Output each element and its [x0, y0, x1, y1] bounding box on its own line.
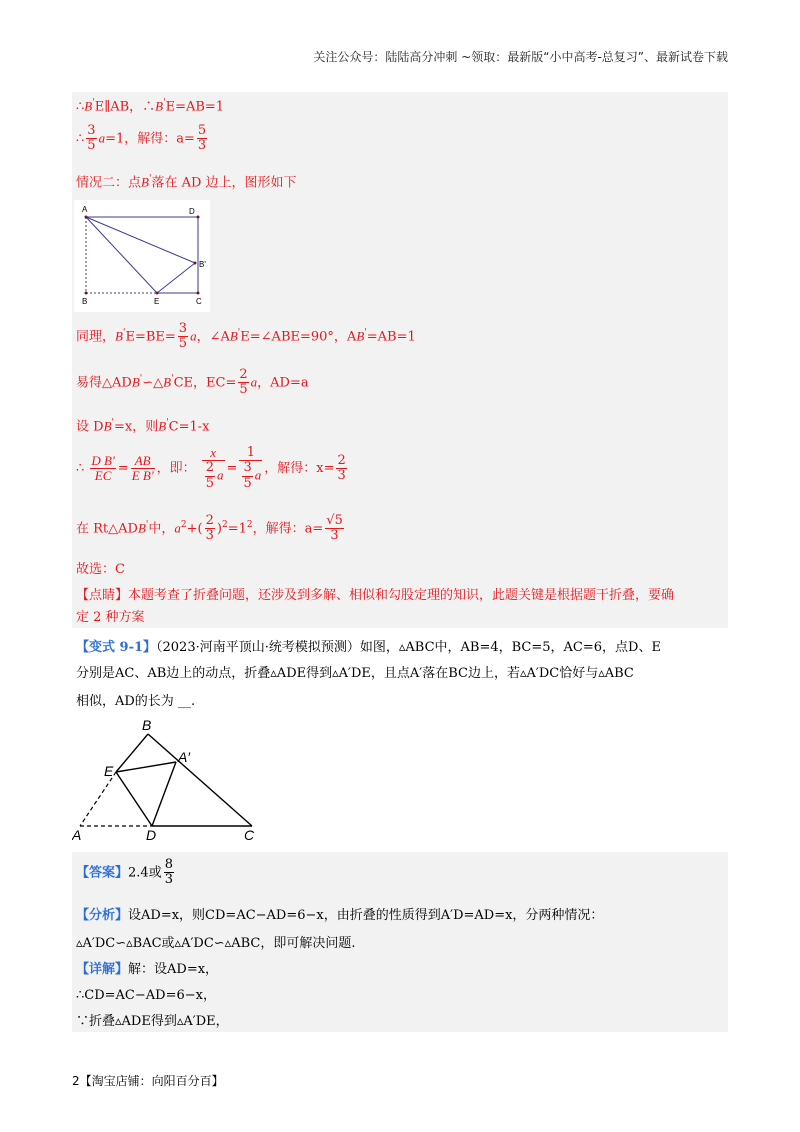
- solution-line-4: 同理，B'E=BE= $\frac{3}{5}$ a，∠AB'E=∠ABE=90°，AB'=AB=1: [76, 321, 416, 352]
- solution-line-6: 设 DB'=x，则B'C=1-x: [76, 418, 210, 435]
- fig1-label-b: B: [82, 297, 88, 306]
- fig1-label-b1: B': [199, 260, 206, 269]
- fold-figure-triangle: [72, 714, 272, 844]
- page-header: 关注公众号：陆陆高分冲刺 ~领取：最新版“小中高考-总复习”、最新试卷下载: [313, 50, 728, 64]
- fig2-label-a1: A′: [178, 749, 190, 765]
- fig2-label-e: E: [104, 763, 114, 779]
- fig2-label-a: A: [72, 827, 82, 843]
- page-footer: 2【淘宝店铺：向阳百分百】: [72, 1074, 224, 1088]
- variant-line-1: 【变式 9-1】（2023·河南平顶山·统考模拟预测）如图，▵ABC中，AB=4，BC=5，AC=6，点D、E: [76, 640, 661, 655]
- comment-line-1: 【点睛】本题考查了折叠问题，还涉及到多解、相似和勾股定理的知识，此题关键是根据题干折叠，要确: [76, 588, 675, 603]
- variant-line-3: 相似，AD的长为 __.: [76, 694, 196, 709]
- fig1-label-e: E: [154, 297, 160, 306]
- detail-line-2: ∴CD=AC−AD=6−x，: [76, 988, 216, 1003]
- fig2-label-b: B: [142, 717, 152, 733]
- answer-line: 【答案】2.4或 $\frac{8}{3}$: [76, 857, 173, 888]
- analysis-line-2: ▵A′DC∽▵BAC或▵A′DC∽▵ABC，即可解决问题.: [76, 936, 356, 951]
- solution-line-3: 情况二：点B'落在 AD 边上，图形如下: [76, 174, 297, 191]
- solution-line-1: ∴B'E∥AB，∴B'E=AB=1: [76, 98, 225, 115]
- fig1-label-c: C: [196, 297, 202, 306]
- comment-line-2: 定 2 种方案: [76, 610, 145, 625]
- solution-line-8: 在 Rt△ADB'中，$a^2+$( $\frac{2}{3}$ )$^2=1^2$，解得：a= $\frac{√5}{3}$: [76, 513, 343, 544]
- solution-line-7: ∴ $\frac{\text{D B'}}{EC}$ = $\frac{AB}{\text{E B'}}$ ，即： x $\frac{2}{5}$ a = 1 $\frac{3}{5}$ a ，解得：x= $\frac{2}{3}$: [76, 445, 346, 491]
- solution-line-5: 易得△ADB'∽△B'CE，EC= $\frac{2}{5}$ a，AD=a: [76, 367, 309, 398]
- detail-line-1: 【详解】解：设AD=x，: [76, 962, 219, 977]
- detail-line-3: ∵折叠▵ADE得到▵A′DE，: [76, 1014, 229, 1029]
- fold-figure-rectangle: [74, 200, 210, 312]
- solution-line-9: 故选：C: [76, 562, 125, 577]
- fig2-label-c: C: [244, 827, 255, 843]
- fig1-label-d: D: [189, 207, 195, 216]
- variant-line-2: 分别是AC、AB边上的动点，折叠▵ADE得到▵A′DE，且点A′落在BC边上，若▵A′DC恰好与▵ABC: [76, 666, 634, 681]
- solution-panel: [72, 92, 728, 628]
- analysis-line-1: 【分析】设AD=x，则CD=AC−AD=6−x，由折叠的性质得到A′D=AD=x，分两种情况：: [76, 908, 604, 923]
- fig1-label-a: A: [82, 205, 88, 214]
- fig2-label-d: D: [146, 827, 157, 843]
- solution-line-2: ∴ $\frac{3}{5}$ a=1，解得：a= $\frac{5}{3}$: [76, 123, 207, 154]
